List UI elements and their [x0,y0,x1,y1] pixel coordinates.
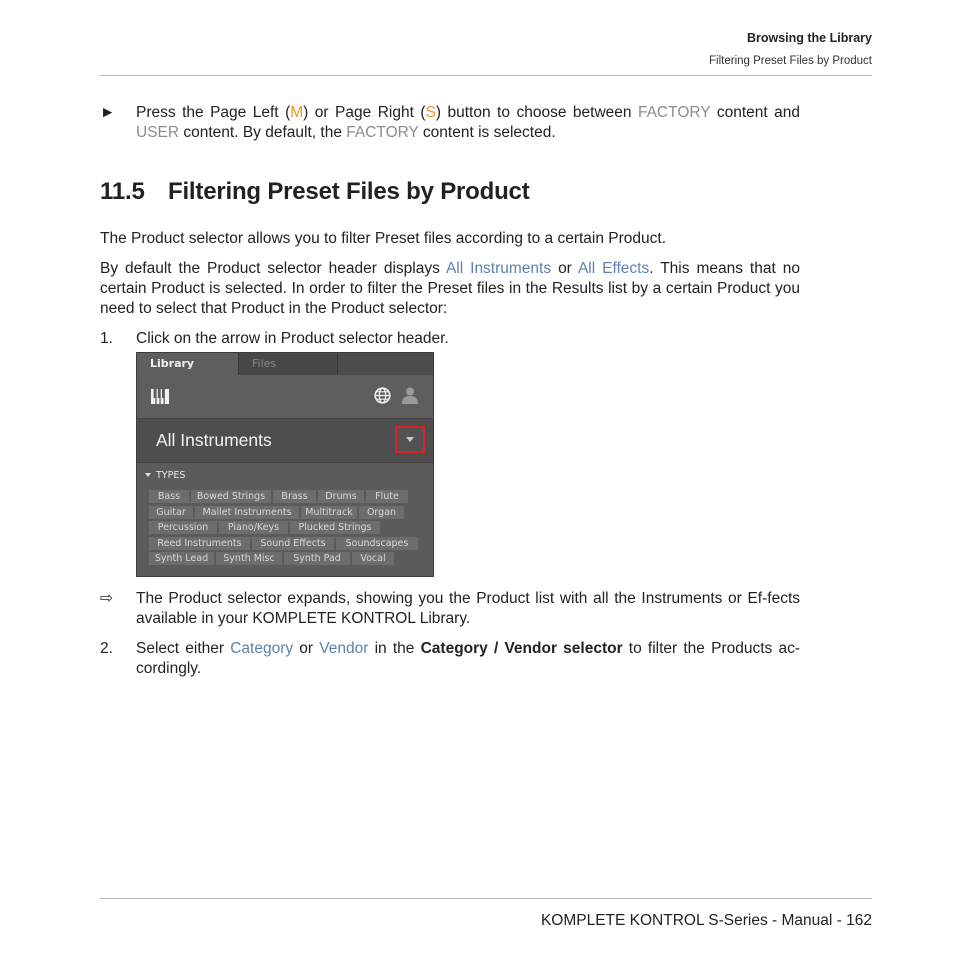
types-section-header[interactable]: TYPES [145,470,185,481]
section-heading: 11.5 Filtering Preset Files by Product [100,178,530,205]
tag-synth-misc[interactable]: Synth Misc [216,552,282,565]
bullet-marker: ► [100,104,116,121]
header-rule [100,75,872,76]
tab-bar [137,353,434,375]
tag-piano-keys[interactable]: Piano/Keys [219,521,288,534]
step-2-text: Select either Category or Vendor in the Category / Vendor selector to filter the Products ac-cordingly. [136,640,800,677]
user-term: USER [136,124,180,141]
toolbar-row [137,375,434,419]
page-left-button-ref: M [290,104,304,121]
paragraph-intro: The Product selector allows you to filter Preset files according to a certain Product. [100,230,667,247]
running-header-title: Browsing the Library [746,31,872,45]
tab-files[interactable]: Files [238,353,338,375]
tag-flute[interactable]: Flute [366,490,408,503]
tab-library[interactable]: Library [137,353,238,375]
bullet-paragraph: Press the Page Left (M) or Page Right (S) button to choose between FACTORY content and USER content. By default, the FACTORY content is selected. [136,104,800,141]
tag-sound-effects[interactable]: Sound Effects [252,537,334,550]
tag-synth-pad[interactable]: Synth Pad [284,552,350,565]
factory-term: FACTORY [346,124,419,141]
category-link[interactable]: Category [230,640,294,657]
tag-bowed-strings[interactable]: Bowed Strings [191,490,271,503]
tag-organ[interactable]: Organ [359,506,404,519]
product-selector-header[interactable] [137,419,434,463]
tag-mallet-instruments[interactable]: Mallet Instruments [195,506,299,519]
tag-bass[interactable]: Bass [149,490,189,503]
library-browser-screenshot [136,352,434,577]
tag-drums[interactable]: Drums [318,490,364,503]
step-1-text: Click on the arrow in Product selector header. [136,330,449,347]
tag-synth-lead[interactable]: Synth Lead [149,552,214,565]
result-marker: ⇨ [100,590,113,607]
tag-soundscapes[interactable]: Soundscapes [336,537,418,550]
tag-multitrack[interactable]: Multitrack [301,506,357,519]
page-right-button-ref: S [425,104,436,121]
all-effects-link[interactable]: All Effects [577,260,650,277]
paragraph-default: By default the Product selector header displays All Instruments or All Effects. This means that no certain Product is selected. In order to filter the Preset files in the Results list by a certain Product you need to select that Product in the Product selector: [100,260,800,317]
footer-rule [100,898,872,899]
result-text: The Product selector expands, showing you the Product list with all the Instruments or Ef-fects available in your KOMPLETE KONTROL Library. [136,590,800,627]
piano-icon[interactable] [151,389,169,404]
category-vendor-selector-term: Category / Vendor selector [420,640,623,657]
person-icon[interactable] [401,386,419,404]
tag-guitar[interactable]: Guitar [149,506,193,519]
tag-plucked-strings[interactable]: Plucked Strings [290,521,380,534]
running-header-subtitle: Filtering Preset Files by Product [709,55,872,67]
tag-percussion[interactable]: Percussion [149,521,217,534]
product-selector-label: All Instruments [156,430,272,450]
collapse-triangle-icon [145,473,151,477]
globe-icon[interactable] [374,387,391,404]
tag-reed-instruments[interactable]: Reed Instruments [149,537,250,550]
product-selector-dropdown-button[interactable] [395,426,425,453]
chevron-down-icon [406,437,414,442]
tag-brass[interactable]: Brass [273,490,316,503]
step-1-number: 1. [100,330,113,347]
page-footer: KOMPLETE KONTROL S-Series - Manual - 162 [540,912,872,929]
step-2-number: 2. [100,640,113,657]
tag-vocal[interactable]: Vocal [352,552,394,565]
all-instruments-link[interactable]: All Instruments [445,260,552,277]
vendor-link[interactable]: Vendor [319,640,369,657]
factory-term: FACTORY [637,104,711,121]
